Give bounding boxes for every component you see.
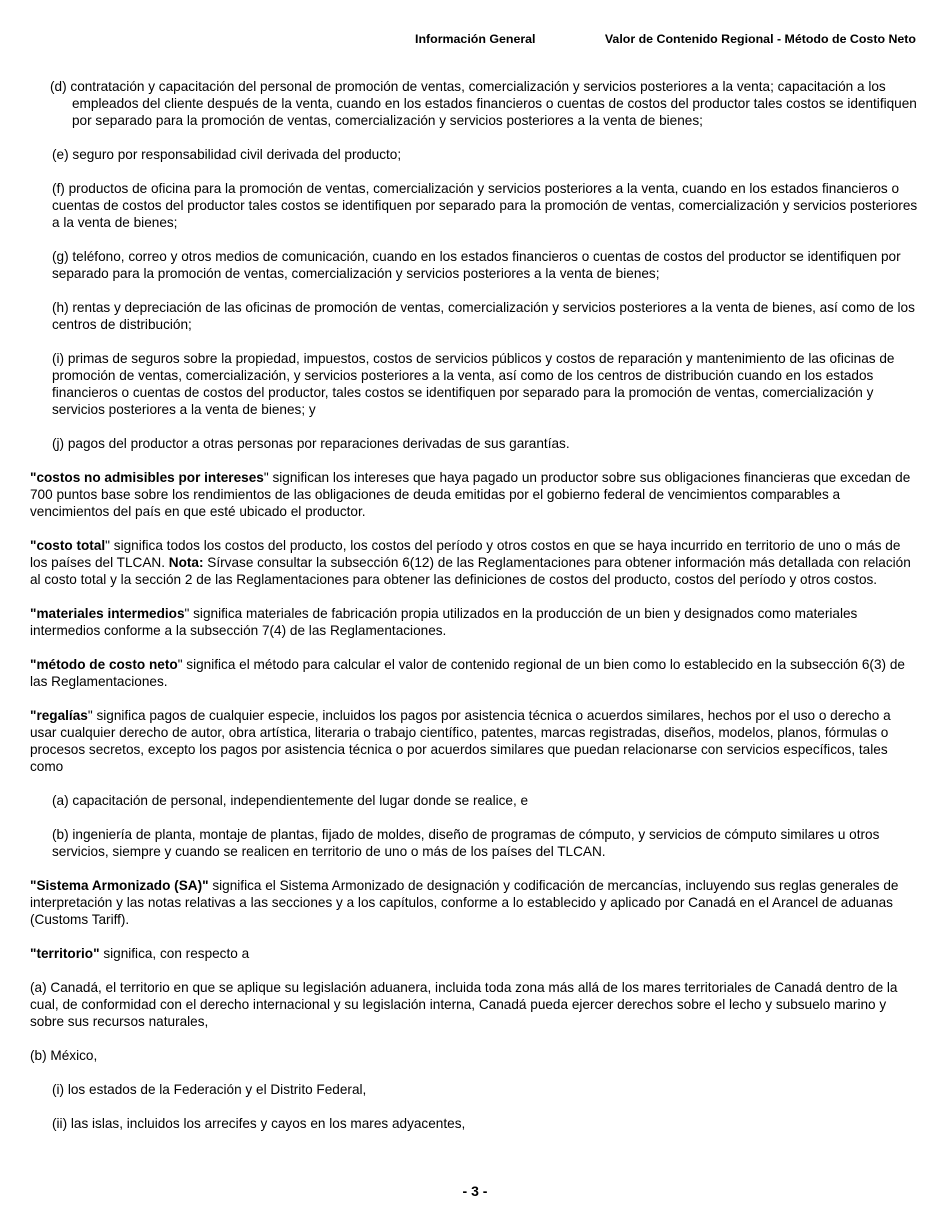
note-label: Nota: — [168, 555, 204, 570]
definition-text: " significan los intereses que haya pagado un productor sobre sus obligaciones financieras que excedan de 700 puntos base sobre los rendimientos de las obligaciones de deuda emitidas por el gobierno federal de vencimientos comparables a vencimientos del país en que esté ubicado el productor. — [30, 470, 911, 519]
header-document-title: Valor de Contenido Regional - Método de Costo Neto — [604, 32, 916, 46]
definition-harmonized-system — [30, 877, 918, 928]
territory-item-a: (a) Canadá, el territorio en que se aplique su legislación aduanera, incluida toda zona más allá de los mares territoriales de Canadá dentro de la cual, de conformidad con el derecho internacional y su legislación interna, Canadá pueda ejercer derechos sobre el lecho y subsuelo marino y sobre sus recursos naturales, — [30, 980, 898, 1029]
royalties-item-a: (a) capacitación de personal, independientemente del lugar donde se realice, e — [52, 793, 529, 808]
definition-term: "costos no admisibles por intereses — [30, 470, 264, 485]
header-section-title: Información General — [415, 32, 536, 46]
list-item-e: (e) seguro por responsabilidad civil derivada del producto; — [52, 147, 402, 162]
definition-text: " significa todos los costos del producto, los costos del período y otros costos en que se haya incurrido en territorio de uno o más de los países del TLCAN. — [30, 538, 901, 570]
territory-item-b-i: (i) los estados de la Federación y el Distrito Federal, — [52, 1082, 367, 1097]
definition-text: " significa materiales de fabricación propia utilizados en la producción de un bien y designados como materiales intermedios conforme a la subsección 7(4) de las Reglamentaciones. — [30, 606, 858, 638]
definition-term: "costo total — [30, 538, 106, 553]
territory-item-b-ii: (ii) las islas, incluidos los arrecifes y cayos en los mares adyacentes, — [52, 1116, 466, 1131]
definition-intermediate-materials — [30, 605, 918, 639]
definition-term: "regalías — [30, 708, 88, 723]
definition-text: significa, con respecto a — [99, 946, 250, 961]
definition-term: "Sistema Armonizado (SA)" — [30, 878, 209, 893]
definition-text: " significa pagos de cualquier especie, incluidos los pagos por asistencia técnica o acuerdos similares, hechos por el uso o derecho a usar cualquier derecho de autor, obra artística, literaria o trabajo científico, patentes, marcas registradas, diseños, modelos, planos, fórmulas o procesos secretos, excepto los pagos por asistencia técnica o por acuerdos similares que puedan relacionarse con servicios específicos, tales como — [30, 708, 891, 774]
list-item-f: (f) productos de oficina para la promoción de ventas, comercialización y servicios posteriores a la venta, cuando en los estados financieros o cuentas de costos del productor tales costos se identifiquen por separado para la promoción de ventas, comercialización y servicios posteriores a la venta de bienes; — [52, 181, 918, 230]
definition-royalties — [30, 707, 918, 775]
list-item-i: (i) primas de seguros sobre la propiedad, impuestos, costos de servicios públicos y costos de reparación y mantenimiento de las oficinas de promoción de ventas, comercialización, y servicios posteriores a la venta, así como de los centros de distribución cuando en los estados financieros o cuentas de costos del productor, tales costos se identifiquen por separado para la promoción de ventas, comercialización y servicios posteriores a la venta de bienes; y — [52, 351, 895, 417]
definition-territory — [30, 945, 918, 962]
definition-interest — [30, 469, 918, 520]
definition-text: " significa el método para calcular el valor de contenido regional de un bien como lo establecido en la subsección 6(3) de las Reglamentaciones. — [30, 657, 905, 689]
definition-term: "territorio" — [30, 946, 100, 961]
page-number: - 3 - — [462, 1183, 488, 1199]
page-body — [30, 78, 918, 1149]
territory-item-b: (b) México, — [30, 1048, 98, 1063]
definition-total-cost — [30, 537, 918, 588]
list-item-g: (g) teléfono, correo y otros medios de comunicación, cuando en los estados financieros o cuentas de costos del productor se identifiquen por separado para la promoción de ventas, comercialización y servicios posteriores a la venta de bienes; — [52, 249, 901, 281]
definition-term: "materiales intermedios — [30, 606, 185, 621]
note-text: Sírvase consultar la subsección 6(12) de las Reglamentaciones para obtener información más detallada con relación al costo total y la sección 2 de las Reglamentaciones para obtener las definiciones de costos del producto, costos del período y otros costos. — [30, 555, 911, 587]
definition-text: significa el Sistema Armonizado de designación y codificación de mercancías, incluyendo sus reglas generales de interpretación y las notas relativas a las secciones y a los capítulos, conforme a lo establecido y aplicado por Canadá en el Arancel de aduanas (Customs Tariff). — [30, 878, 899, 927]
royalties-item-b: (b) ingeniería de planta, montaje de plantas, fijado de moldes, diseño de programas de cómputo, y servicios de cómputo similares u otros servicios, siempre y cuando se realicen en territorio de uno o más de los países del TLCAN. — [52, 827, 880, 859]
list-item-j: (j) pagos del productor a otras personas por reparaciones derivadas de sus garantías. — [52, 436, 570, 451]
definition-net-cost-method — [30, 656, 918, 690]
list-item-h: (h) rentas y depreciación de las oficinas de promoción de ventas, comercialización y servicios posteriores a la venta de bienes, así como de los centros de distribución; — [52, 300, 915, 332]
definition-term: "método de costo neto — [30, 657, 178, 672]
list-item-d: (d) contratación y capacitación del personal de promoción de ventas, comercialización y servicios posteriores a la venta; capacitación a los empleados del cliente después de la venta, cuando en los estados financieros o cuentas de costos del productor tales costos se identifiquen por separado para la promoción de ventas, comercialización y servicios posteriores a la venta de bienes; — [50, 79, 917, 128]
